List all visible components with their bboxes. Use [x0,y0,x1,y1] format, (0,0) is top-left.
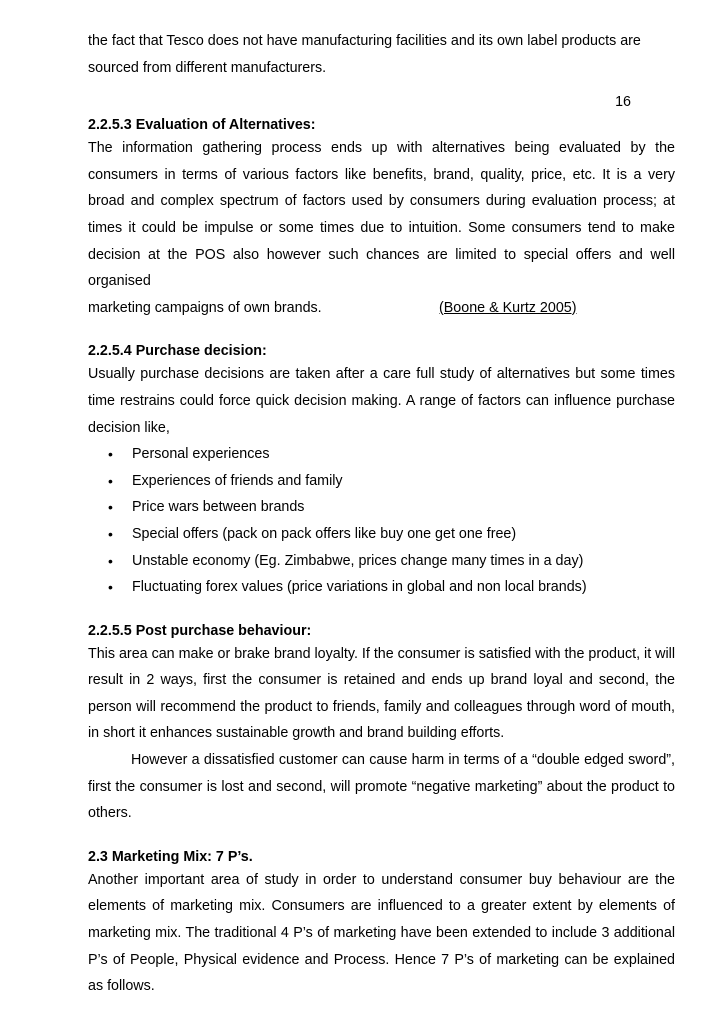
intro-line-1: the fact that Tesco does not have manufacturing facilities and its own label products are [88,33,641,49]
intro-line-2: sourced from different manufacturers. [88,59,327,76]
section-heading: 2.2.5.5 Post purchase behaviour: [88,622,312,639]
section-body: The information gathering process ends up with alternatives being evaluated by the consumers in terms of various factors like benefits, brand, quality, price, etc. It is a very broad and complex spectrum of factors used by consumers during evaluation process; at times it could be impulse or some times due to intuition. Some consumers tend to make decision at the POS also however such chances are limited to special offers and well organised [88,140,675,290]
list-item: • Personal experiences [88,441,675,468]
section-heading: 2.2.5.3 Evaluation of Alternatives: [88,117,316,134]
document-page [88,28,675,1000]
section-body: Another important area of study in order to understand consumer buy behaviour are the elements of marketing mix. Consumers are influenced to a greater extent by elements of marketing mix. The traditional 4 P’s of marketing have been extended to include 3 additional P’s of People, Physical evidence and Process. Hence 7 P’s of marketing can be explained as follows. [88,871,675,995]
section-heading: 2.2.5.4 Purchase decision: [88,343,267,360]
section-paragraph-1: This area can make or brake brand loyalty. If the consumer is satisfied with the product, it will result in 2 ways, first the consumer is retained and ends up brand loyal and second, the person will recommend the product to friends, family and colleagues through word of mouth, in short it enhances sustainable growth and brand building efforts. [88,645,675,742]
last-line-text: marketing campaigns of own brands. [88,299,322,316]
list-item: • Unstable economy (Eg. Zimbabwe, prices change many times in a day) [88,548,675,575]
list-item: • Price wars between brands [88,494,675,521]
section-marketing-mix [88,847,675,1000]
list-item: • Experiences of friends and family [88,468,675,495]
section-paragraph-2: However a dissatisfied customer can cause harm in terms of a “double edged sword”, first the consumer is lost and second, will promote “negative marketing” about the product to others. [88,752,675,822]
section-body-last-line [88,295,675,322]
factor-list [88,441,675,601]
list-item: • Fluctuating forex values (price variations in global and non local brands) [88,574,675,601]
section-body: Usually purchase decisions are taken after a care full study of alternatives but some times time restrains could force quick decision making. A range of factors can influence purchase decision like, [88,366,675,436]
section-purchase-decision [88,341,675,600]
list-item: • Special offers (pack on pack offers like buy one get one free) [88,521,675,548]
section-heading: 2.3 Marketing Mix: 7 P’s. [88,848,253,865]
section-evaluation-of-alternatives [88,115,675,321]
page-number: 16 [615,94,631,111]
section-post-purchase-behaviour [88,621,675,827]
citation: (Boone & Kurtz 2005) [439,299,577,316]
